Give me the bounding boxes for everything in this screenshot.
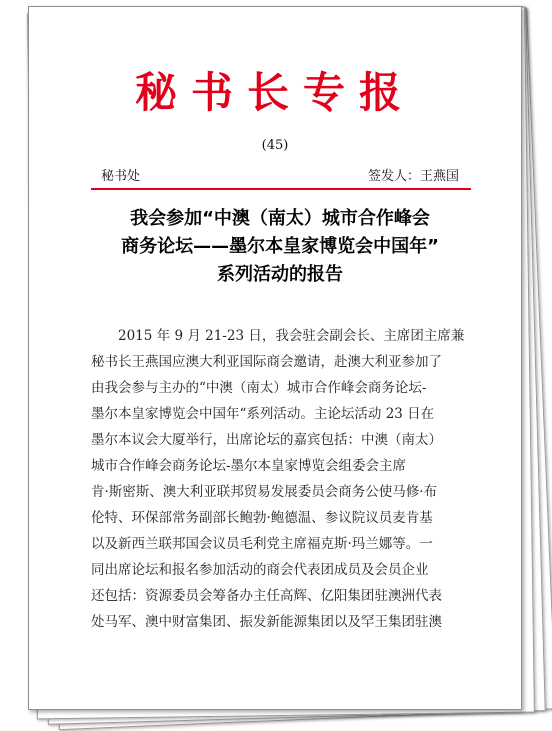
body-line: 秘书长王燕国应澳大利亚国际商会邀请，赴澳大利亚参加了 [91, 354, 442, 370]
issuer-label: 签发人：王燕国 [367, 169, 459, 184]
body-line: 处马军、澳中财富集团、振发新能源集团以及罕王集团驻澳 [91, 614, 442, 630]
title-line: 商务论坛——墨尔本皇家博览会中国年” [121, 236, 439, 257]
body-line: 以及新西兰联邦国会议员毛利党主席福克斯·玛兰娜等。一 [91, 536, 433, 552]
body-line: 墨尔本议会大厦举行，出席论坛的嘉宾包括：中澳（南太） [91, 432, 442, 448]
masthead-title: 秘书长专报 [134, 68, 415, 117]
title-line: 我会参加“中澳（南太）城市合作峰会 [130, 208, 430, 229]
body-line: 同出席论坛和报名参加活动的商会代表团成员及会员企业 [91, 562, 429, 578]
department-label: 秘书处 [101, 169, 141, 184]
document-page [28, 6, 522, 710]
body-line: 墨尔本皇家博览会中国年“系列活动。主论坛活动 23 日在 [91, 406, 435, 422]
body-line: 伦特、环保部常务副部长鲍勃·鲍德温、参议院议员麦肯基 [91, 510, 433, 526]
body-line: 还包括：资源委员会筹备办主任高辉、亿阳集团驻澳洲代表 [91, 588, 442, 604]
header-info-row [101, 165, 459, 185]
body-line: 2015 年 9 月 21-23 日，我会驻会副会长、主席团主席兼 [91, 328, 465, 344]
red-divider-line [91, 188, 471, 190]
body-line: 肯·斯密斯、澳大利亚联邦贸易发展委员会商务公使马修·布 [91, 484, 438, 500]
issue-number: (45) [261, 138, 289, 153]
report-title [89, 205, 471, 289]
body-line: 城市合作峰会商务论坛-墨尔本皇家博览会组委会主席 [91, 458, 407, 474]
title-line: 系列活动的报告 [217, 264, 343, 285]
body-line: 由我会参与主办的“中澳（南太）城市合作峰会商务论坛- [91, 380, 427, 396]
report-body [91, 323, 467, 635]
